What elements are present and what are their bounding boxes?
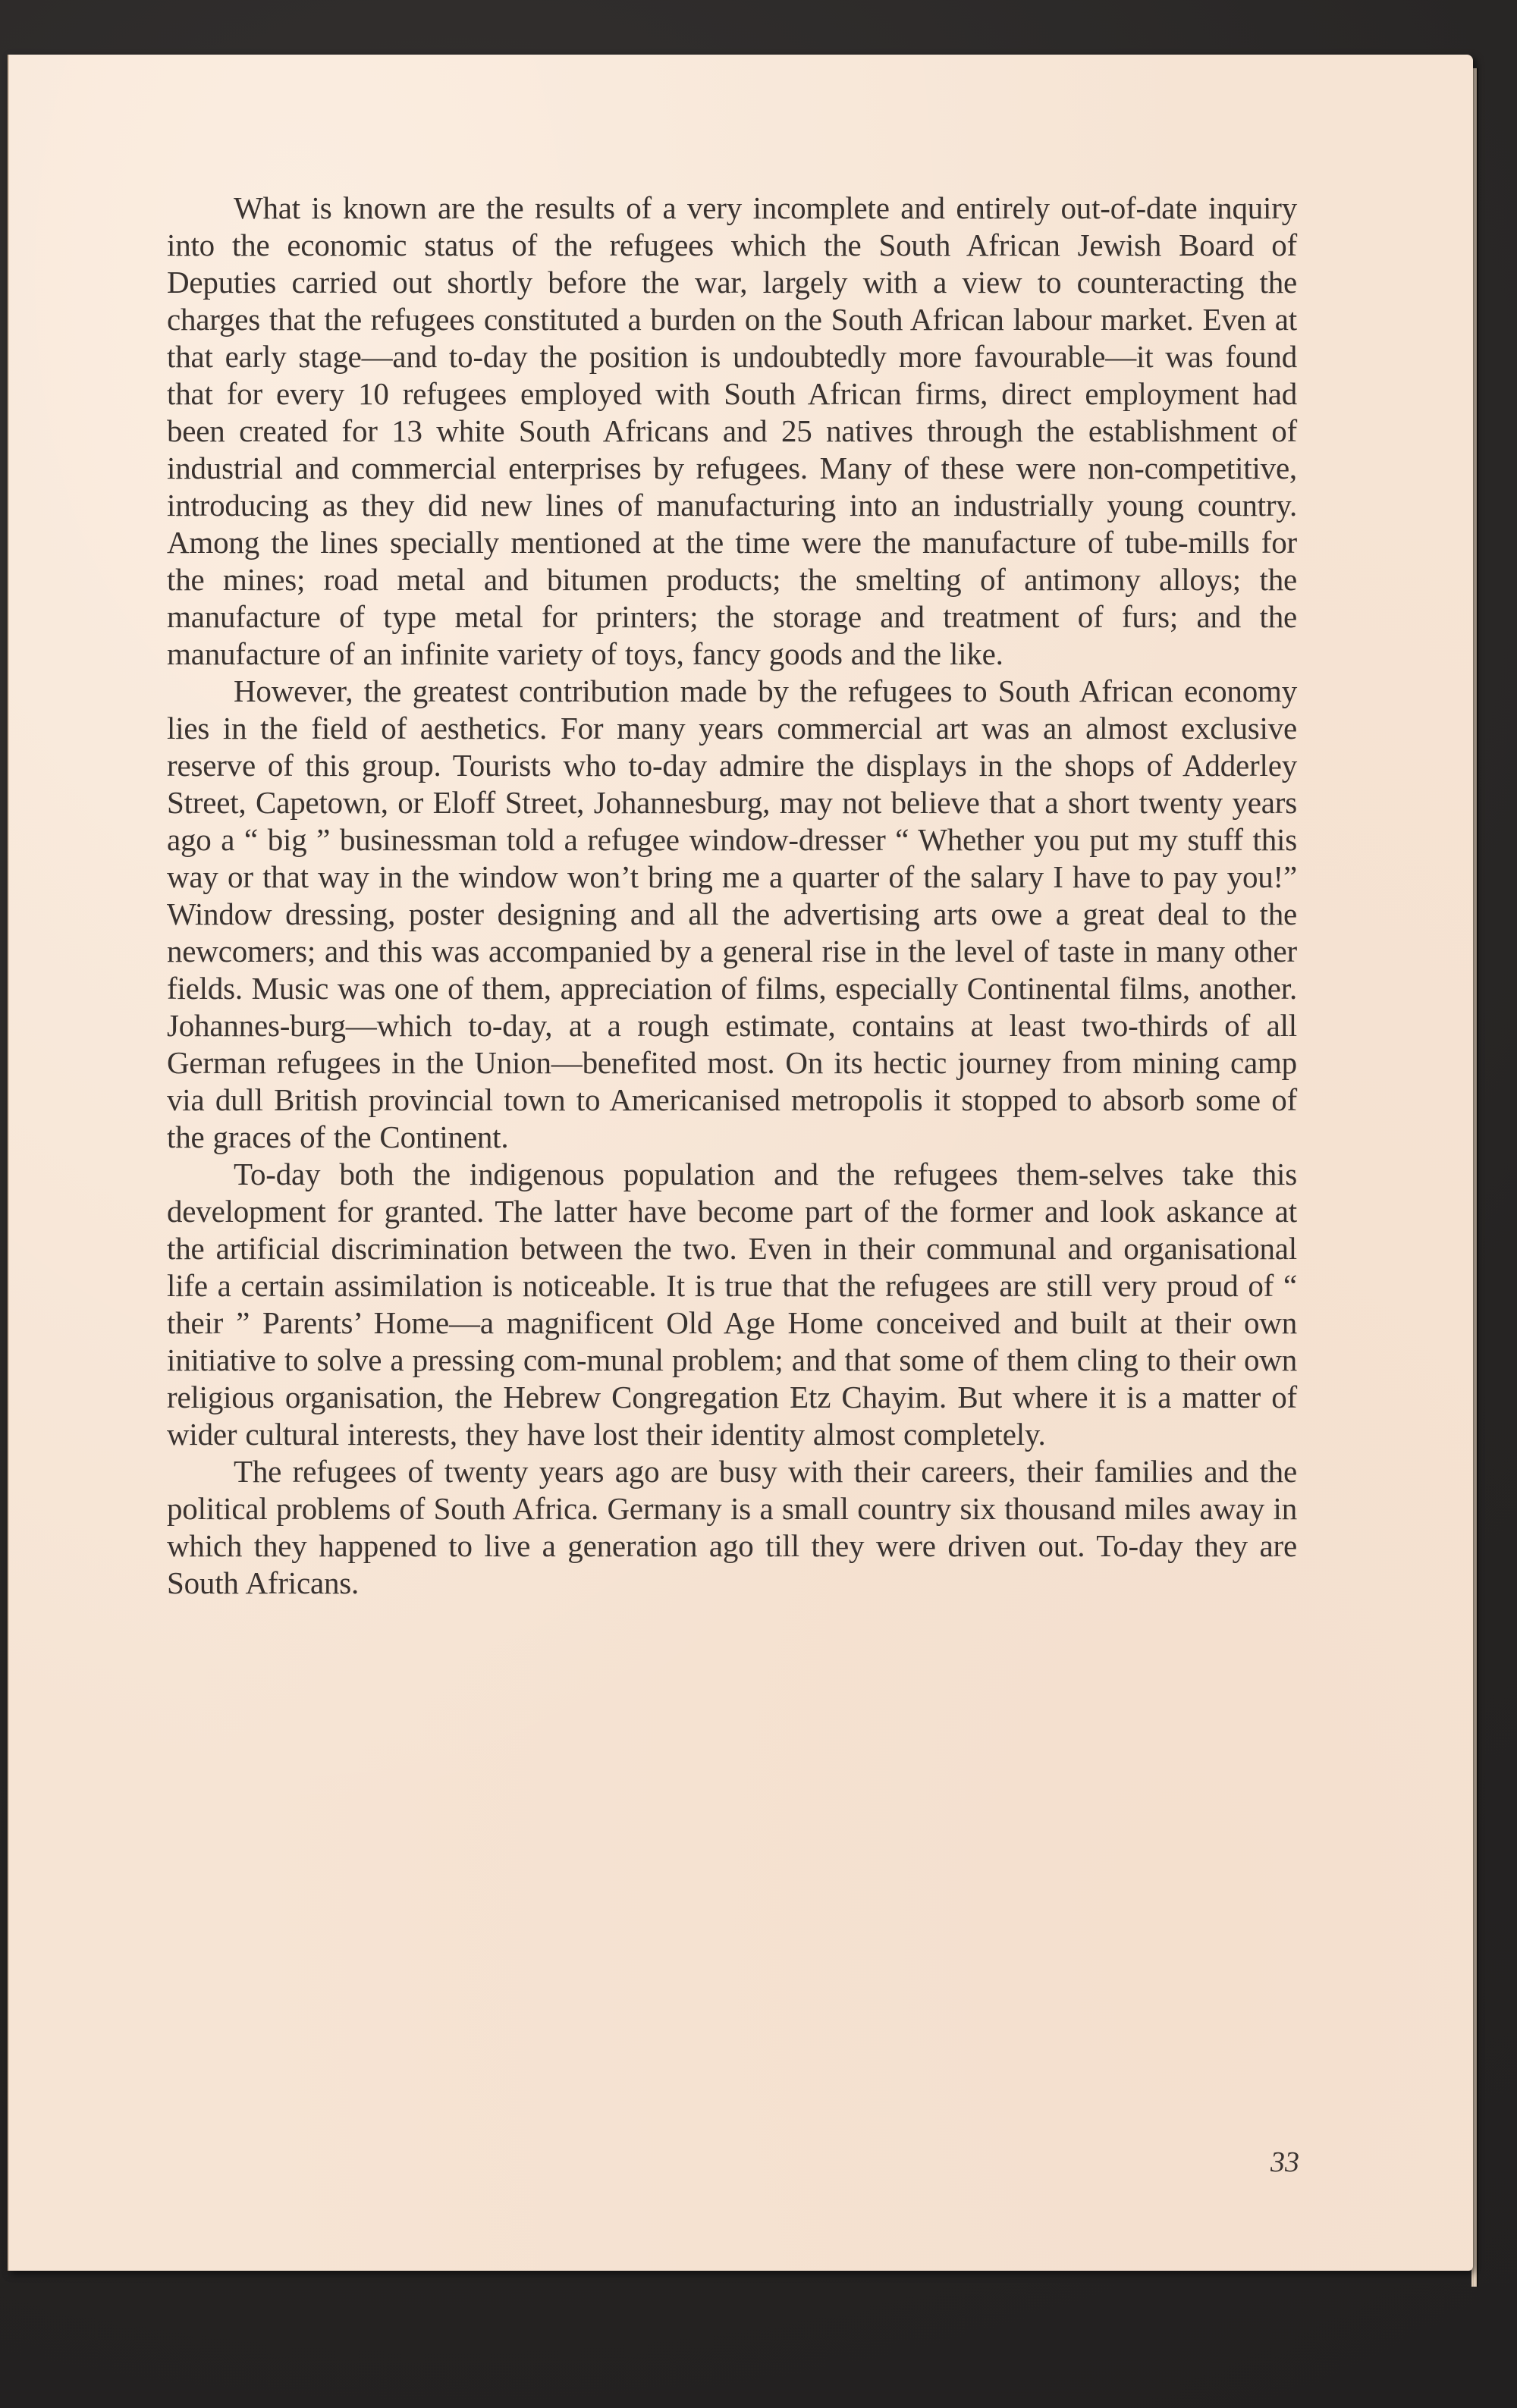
page-number: 33	[1270, 2146, 1299, 2178]
paragraph-economic-status: What is known are the results of a very incomplete and entirely out-of-date inquiry into the economic status of the refugees which the South African Jewish Board of Deputies carried out shortly before the war, largely with a view to counteracting the charges that the refugees constituted a burden on the South African labour market. Even at that early stage—and to-day the position is undoubtedly more favourable—it was found that for every 10 refugees employed with South African firms, direct employment had been created for 13 white South Africans and 25 natives through the establishment of industrial and commercial enterprises by refugees. Many of these were non-competitive, introducing as they did new lines of manufacturing into an industrially young country. Among the lines specially mentioned at the time were the manufacture of tube-mills for the mines; road metal and bitumen products; the smelting of antimony alloys; the manufacture of type metal for printers; the storage and treatment of furs; and the manufacture of an infinite variety of toys, fancy goods and the like.	[167, 190, 1297, 671]
paragraph-conclusion: The refugees of twenty years ago are busy with their careers, their families and the political problems of South Africa. Germany is a small country six thousand miles away in which they happened to live a generation ago till they were driven out. To-day they are South Africans.	[167, 1454, 1297, 1600]
paragraph-aesthetics: However, the greatest contribution made by the refugees to South African economy lies in the field of aesthetics. For many years commercial art was an almost exclusive reserve of this group. Tourists who to-day admire the displays in the shops of Adderley Street, Capetown, or Eloff Street, Johannesburg, may not believe that a short twenty years ago a “ big ” businessman told a refugee window-dresser “ Whether you put my stuff this way or that way in the window won’t bring me a quarter of the salary I have to pay you!” Window dressing, poster designing and all the advertising arts owe a great deal to the newcomers; and this was accompanied by a general rise in the level of taste in many other fields. Music was one of them, appreciation of films, especially Continental films, another. Johannes-burg—which to-day, at a rough estimate, contains at least two-thirds of all German refugees in the Union—benefited most. On its hectic journey from mining camp via dull British provincial town to Americanised metropolis it stopped to absorb some of the graces of the Continent.	[167, 673, 1297, 1154]
body-text	[167, 190, 1297, 1602]
book-page	[8, 55, 1473, 2271]
gutter-fold	[8, 55, 9, 2271]
paragraph-assimilation: To-day both the indigenous population and the refugees them-selves take this development for granted. The latter have become part of the former and look askance at the artificial discrimination between the two. Even in their communal and organisational life a certain assimilation is noticeable. It is true that the refugees are still very proud of “ their ” Parents’ Home—a magnificent Old Age Home conceived and built at their own initiative to solve a pressing com-munal problem; and that some of them cling to their own religious organisation, the Hebrew Congregation Etz Chayim. But where it is a matter of wider cultural interests, they have lost their identity almost completely.	[167, 1157, 1297, 1452]
